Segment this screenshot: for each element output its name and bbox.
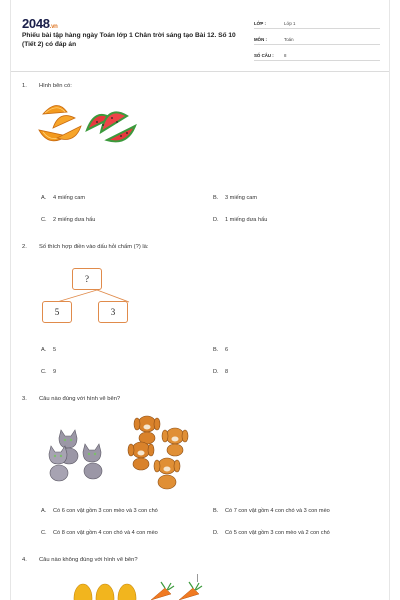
option-text: Có 5 con vật gồm 3 con mèo và 2 con chó: [225, 530, 330, 536]
fruit-illustration: [37, 100, 137, 150]
cats-and-dogs-illustration: [43, 412, 193, 496]
carrot-icon: [151, 582, 202, 600]
document-title: Phiếu bài tập hàng ngày Toán lớp 1 Chân trời sáng tạo Bài 12. Số 10 (Tiết 2) có đáp án: [22, 32, 236, 48]
site-logo[interactable]: [22, 16, 58, 31]
meta-key: MÔN :: [254, 37, 267, 42]
meta-row-subject: [254, 30, 380, 45]
question-2: [22, 244, 149, 250]
box-value: 5: [54, 307, 60, 317]
question-number: 4.: [22, 557, 27, 563]
text-cursor: [197, 574, 198, 582]
orange-slices-icon: [39, 105, 81, 140]
dog-icon: [134, 416, 160, 444]
option-1c[interactable]: [41, 217, 95, 223]
question-4: [22, 557, 138, 563]
option-text: Có 6 con vật gồm 3 con mèo và 3 con chó: [53, 508, 158, 514]
box-value: 3: [110, 307, 116, 317]
watermelon-slices-icon: [87, 112, 135, 141]
option-text: 1 miếng dưa hấu: [225, 217, 268, 223]
meta-key: LỚP :: [254, 21, 266, 26]
number-bond-right-box: [98, 301, 128, 323]
option-3d[interactable]: [213, 530, 330, 536]
question-number: 2.: [22, 244, 27, 250]
meta-key: SỐ CÂU :: [254, 53, 274, 58]
option-2c[interactable]: [41, 369, 56, 375]
option-text: 2 miếng dưa hấu: [53, 217, 96, 223]
question-text: Số thích hợp điền vào dấu hỏi chấm (?) là:: [39, 244, 149, 250]
mango-icon: [74, 584, 136, 600]
option-2d[interactable]: [213, 369, 228, 375]
option-3c[interactable]: [41, 530, 158, 536]
option-letter: D.: [213, 530, 219, 536]
option-3b[interactable]: [213, 508, 330, 514]
option-letter: C.: [41, 530, 47, 536]
meta-row-count: [254, 46, 380, 61]
question-text: Câu nào không đúng với hình vẽ bên?: [39, 557, 138, 563]
option-letter: B.: [213, 195, 219, 201]
question-1: [22, 83, 72, 89]
cat-icon: [83, 444, 102, 479]
meta-value: Lớp 1: [284, 21, 296, 26]
logo-text: 2048: [22, 16, 50, 31]
meta-row-class: [254, 14, 380, 29]
option-text: 3 miếng cam: [225, 195, 258, 201]
option-2a[interactable]: [41, 347, 56, 353]
option-3a[interactable]: [41, 508, 158, 514]
dog-icon: [162, 428, 188, 456]
option-letter: B.: [213, 347, 219, 353]
option-text: Có 8 con vật gồm 4 con chó và 4 con mèo: [53, 530, 158, 536]
dog-icon: [128, 442, 154, 470]
meta-value: 8: [284, 53, 287, 58]
meta-panel: [254, 14, 380, 62]
option-text: 6: [225, 347, 229, 353]
logo-suffix: .vn: [49, 24, 58, 30]
option-text: 5: [53, 347, 57, 353]
option-text: 9: [53, 369, 57, 375]
question-text: Câu nào đúng với hình vẽ bên?: [39, 396, 121, 402]
option-letter: D.: [213, 369, 219, 375]
option-letter: A.: [41, 347, 47, 353]
option-letter: B.: [213, 508, 219, 514]
question-text: Hình bên có:: [39, 83, 72, 89]
option-text: Có 7 con vật gồm 4 con chó và 3 con mèo: [225, 508, 330, 514]
question-4-illustration: [61, 578, 211, 600]
question-3: [22, 396, 120, 402]
option-letter: A.: [41, 195, 47, 201]
option-text: 4 miếng cam: [53, 195, 86, 201]
box-value: ?: [85, 274, 89, 284]
option-1a[interactable]: [41, 195, 85, 201]
option-letter: D.: [213, 217, 219, 223]
worksheet-page: [10, 0, 390, 600]
option-text: 8: [225, 369, 229, 375]
question-number: 3.: [22, 396, 27, 402]
option-letter: A.: [41, 508, 47, 514]
option-letter: C.: [41, 217, 47, 223]
number-bond-top-box: [72, 268, 102, 290]
meta-value: Toán: [284, 37, 294, 42]
option-letter: C.: [41, 369, 47, 375]
number-bond-left-box: [42, 301, 72, 323]
header-divider: [11, 71, 389, 72]
dog-icon: [154, 458, 180, 489]
question-number: 1.: [22, 83, 27, 89]
option-2b[interactable]: [213, 347, 228, 353]
option-1d[interactable]: [213, 217, 267, 223]
option-1b[interactable]: [213, 195, 257, 201]
